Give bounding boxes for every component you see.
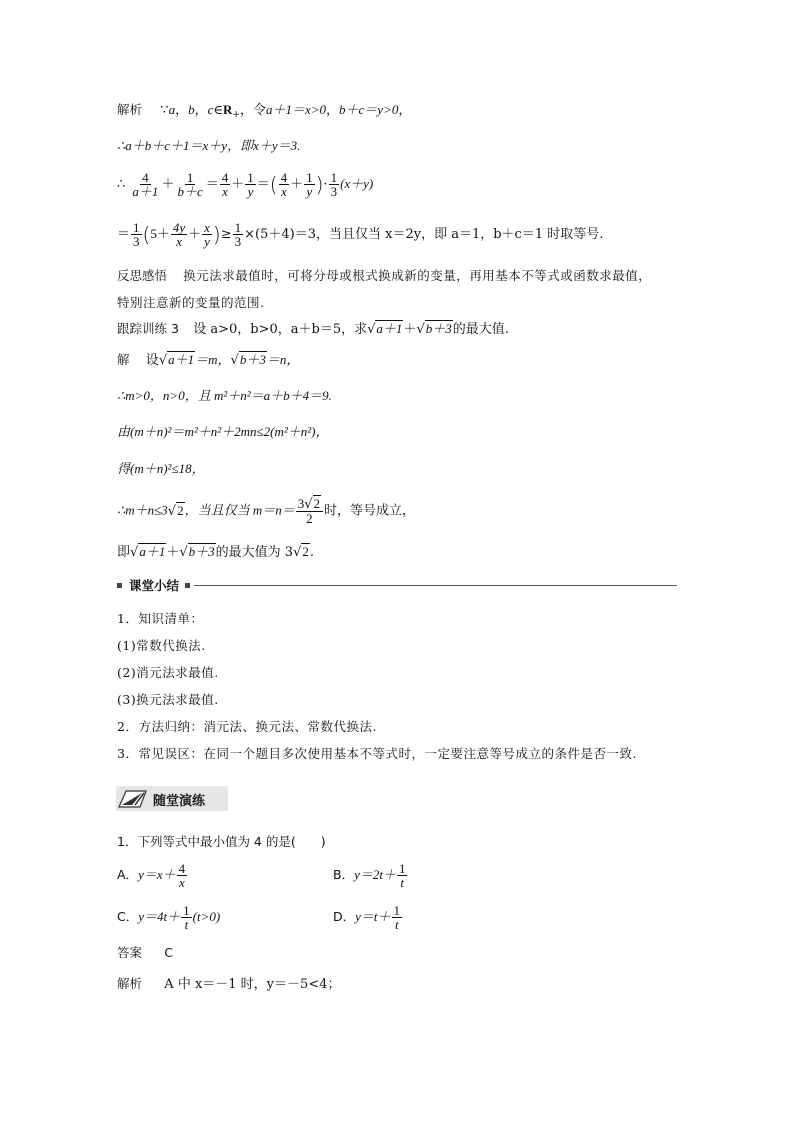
numerator: 1: [234, 220, 242, 235]
in-symbol: ∈: [213, 103, 224, 118]
numerator: 1: [306, 170, 313, 185]
numerator: 4y: [172, 220, 186, 235]
expr: ＝n，: [266, 352, 300, 367]
fraction: [181, 904, 192, 931]
var-c: c: [207, 102, 214, 117]
sqrt: √b＋3: [179, 544, 215, 560]
expr: a＋1＝x>0: [265, 102, 327, 117]
option-d[interactable]: [333, 904, 403, 931]
option-a[interactable]: [117, 862, 188, 889]
numerator: 4: [280, 170, 288, 185]
fraction: [392, 904, 403, 931]
analysis-label: 解析: [117, 976, 143, 991]
expr: b＋c＝y>0: [339, 102, 399, 117]
text: 即: [117, 545, 131, 560]
paren: (: [269, 172, 278, 197]
plus: ＋: [403, 322, 417, 337]
summary-item: (2)消元法求最值.: [117, 665, 219, 680]
training-label: 跟踪训练 3: [117, 321, 179, 336]
option-c[interactable]: [117, 904, 220, 931]
expr: (x＋y): [340, 176, 374, 191]
fraction: [329, 171, 340, 198]
radicand: 2: [177, 502, 184, 518]
denominator: 3: [133, 234, 140, 249]
numerator: 1: [183, 903, 190, 918]
text: 时，等号成立，: [324, 503, 416, 519]
summary-item: (1)常数代换法.: [117, 638, 206, 653]
numerator: 1: [186, 170, 194, 185]
sep: ，: [326, 103, 340, 118]
option-expr: y＝t＋: [355, 909, 391, 924]
sqrt: √a＋1: [130, 544, 166, 560]
numerator: 4: [178, 861, 186, 876]
training-text: 的最大值.: [452, 322, 509, 337]
denominator: b＋c: [177, 184, 203, 199]
denominator: 2: [306, 511, 313, 526]
option-expr: y＝2t＋: [354, 867, 396, 882]
answer3-line-4: 得(m＋n)²≤18，: [117, 461, 205, 476]
numerator: x: [204, 220, 210, 235]
text: 的最大值为 3: [215, 545, 294, 560]
fraction: [279, 171, 290, 198]
denominator: t: [400, 875, 405, 890]
option-expr: y＝x＋: [138, 867, 176, 882]
numerator: 1: [247, 170, 254, 185]
fraction: [131, 221, 142, 248]
fraction: [130, 171, 160, 198]
expr: ，当且仅当 m＝n＝: [184, 502, 295, 518]
therefore-symbol: ∴: [117, 177, 126, 192]
question-1: 1．下列等式中最小值为 4 的是( ): [117, 834, 326, 849]
reflection-label: 反思感悟: [117, 268, 168, 283]
dot: ·: [323, 177, 328, 192]
denominator: 3: [330, 184, 338, 199]
denominator: t: [184, 917, 189, 932]
radicand: 2: [302, 544, 309, 559]
expr: ×(5＋4)＝3，当且仅当 x＝2y，即 a＝1，b＋c＝1 时取等号.: [244, 227, 604, 242]
sqrt: √a＋1: [367, 321, 403, 337]
plus: ＋: [188, 227, 202, 242]
training-line: [117, 321, 509, 338]
geq: ≥: [220, 227, 232, 242]
answer3-line-3: 由(m＋n)²＝m²＋n²＋2mn≤2(m²＋n²)，: [117, 424, 329, 439]
denominator: t: [394, 917, 399, 932]
option-label: C．: [117, 909, 139, 924]
radicand: a＋1: [376, 321, 403, 336]
denominator: 3: [234, 234, 242, 249]
radicand: 2: [313, 496, 321, 511]
answer3-label: 解: [117, 352, 130, 367]
bullet-square-icon: [117, 583, 122, 588]
numerator: 1: [398, 861, 406, 876]
training-text: 设 a>0，b>0，a＋b＝5，求: [193, 322, 368, 337]
fraction: [233, 221, 244, 248]
paren: (: [142, 222, 151, 247]
summary-item: 1．知识清单：: [117, 611, 204, 626]
drill-title: 随堂演练: [153, 794, 206, 809]
summary-item: 2．方法归纳：消元法、换元法、常数代换法.: [117, 719, 377, 734]
denominator: x: [222, 184, 228, 199]
fraction: [397, 862, 408, 889]
option-label: D．: [333, 909, 356, 924]
fraction: [220, 171, 231, 198]
analysis-line: [117, 976, 340, 993]
summary-header: [117, 577, 677, 593]
answer3-line-1: [117, 352, 299, 369]
summary-item: (3)换元法求最值.: [117, 692, 219, 707]
fraction: [171, 221, 187, 248]
answer3-line-2: ∴m>0，n>0，且 m²＋n²＝a＋b＋4＝9.: [117, 388, 332, 403]
answer-line: [117, 945, 173, 962]
radicand: b＋3: [188, 544, 215, 559]
fraction: [175, 171, 204, 198]
sqrt: √2: [304, 496, 321, 512]
radicand: a＋1: [139, 544, 166, 559]
bullet-square-icon: [185, 583, 190, 588]
sep: ，: [398, 103, 412, 118]
var-b: b: [188, 102, 195, 117]
radicand: b＋3: [425, 321, 452, 336]
solution-line-3: [117, 171, 373, 198]
expr: ∴m＋n≤3: [117, 502, 168, 518]
denominator: y: [247, 184, 254, 199]
summary-title: 课堂小结: [129, 578, 180, 593]
var-a: a: [168, 102, 176, 117]
equals: ＝: [117, 227, 131, 242]
answer3-line-6: [117, 544, 314, 561]
text: ，令: [239, 103, 266, 118]
paren: ): [315, 172, 324, 197]
denominator: y: [306, 184, 313, 199]
numerator: 1: [133, 220, 140, 235]
solution-line-1: [117, 102, 411, 119]
solution-line-4: [117, 221, 603, 248]
expr: 5＋: [150, 226, 170, 241]
divider: [194, 585, 677, 586]
radicand: a＋1: [168, 352, 195, 367]
text: .: [309, 545, 314, 560]
numerator: 4: [221, 170, 229, 185]
numerator: 1: [393, 903, 401, 918]
sqrt: √b＋3: [416, 321, 452, 337]
sep: ，: [175, 103, 189, 118]
fraction: [245, 171, 256, 198]
drill-header: [116, 786, 228, 811]
solution-line-2: ∴a＋b＋c＋1＝x＋y，即x＋y＝3.: [117, 138, 301, 153]
radicand: b＋3: [239, 352, 266, 367]
summary-item: 3．常见误区：在同一个题目多次使用基本不等式时，一定要注意等号成立的条件是否一致.: [117, 746, 637, 761]
pencil-ruler-icon: [118, 787, 148, 809]
plus-subscript: +: [232, 110, 240, 120]
equals: ＝: [205, 177, 219, 192]
solution-label: 解析: [117, 102, 143, 117]
text: 设: [145, 353, 159, 368]
analysis-text: A 中 x＝－1 时，y＝－5<4；: [164, 977, 341, 992]
reflection-text-1: 换元法求最值时，可将分母或根式换成新的变量，再用基本不等式或函数求最值，: [183, 268, 652, 283]
plus: ＋: [161, 177, 175, 192]
denominator: x: [178, 875, 185, 890]
reflection-line-1: [117, 268, 651, 285]
numerator: 3: [297, 496, 305, 511]
plus: ＋: [290, 177, 304, 192]
expr: ＝m，: [195, 352, 231, 367]
option-b[interactable]: [333, 862, 408, 889]
fraction: [202, 221, 212, 248]
numerator: 1: [330, 170, 338, 185]
denominator: y: [204, 234, 210, 249]
fraction: [296, 497, 323, 525]
fraction: [304, 171, 315, 198]
equals: ＝: [256, 177, 270, 192]
option-expr: (t>0): [192, 909, 221, 924]
option-label: A．: [117, 867, 139, 882]
sqrt: √a＋1: [158, 352, 195, 368]
plus: ＋: [166, 545, 180, 560]
sep: ，: [194, 103, 208, 118]
denominator: x: [280, 184, 287, 199]
paren: ): [212, 222, 221, 247]
sqrt: √2: [167, 502, 184, 519]
reals-symbol: R: [223, 102, 233, 117]
denominator: x: [176, 234, 182, 249]
numerator: 4: [142, 170, 149, 185]
plus: ＋: [231, 177, 245, 192]
denominator: a＋1: [132, 184, 159, 199]
fraction: [177, 862, 188, 889]
sqrt: √2: [293, 544, 309, 560]
answer3-line-5: [117, 497, 415, 525]
answer-value: C: [164, 945, 174, 960]
option-label: B．: [333, 867, 355, 882]
option-expr: y＝4t＋: [138, 909, 181, 924]
answer-label: 答案: [117, 945, 143, 960]
reflection-line-2: 特别注意新的变量的范围.: [117, 295, 265, 310]
because-symbol: ∵: [160, 103, 169, 118]
sqrt: √b＋3: [230, 352, 266, 368]
